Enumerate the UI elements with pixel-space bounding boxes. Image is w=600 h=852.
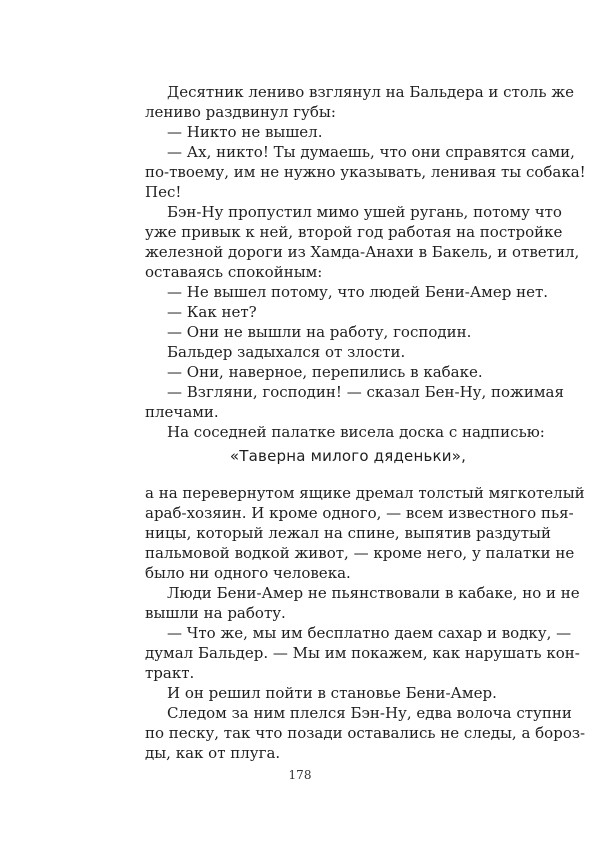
text-line: думал Бальдер. — Мы им покажем, как нарушать кон-: [145, 644, 580, 662]
page-number: 178: [288, 768, 312, 782]
text-line: — Никто не вышел.: [167, 123, 323, 141]
text-line: — Что же, мы им бесплатно даем сахар и водку, —: [167, 624, 572, 642]
text-line: Пес!: [145, 183, 182, 201]
text-line: было ни одного человека.: [145, 564, 351, 582]
text-line: а на перевернутом ящике дремал толстый мягкотелый: [145, 484, 585, 502]
text-line: ды, как от плуга.: [145, 744, 281, 762]
text-line: — Как нет?: [167, 303, 257, 321]
text-line: ницы, который лежал на спине, выпятив раздутый: [145, 524, 551, 542]
text-line: оставаясь спокойным:: [145, 263, 323, 281]
tavern-sign-text: «Таверна милого дяденьки»,: [229, 447, 467, 465]
text-line: пальмовой водкой живот, — кроме него, у палатки не: [145, 544, 575, 562]
text-line: тракт.: [145, 664, 195, 682]
text-line: — Не вышел потому, что людей Бени-Амер нет.: [167, 283, 549, 301]
text-line: араб-хозяин. И кроме одного, — всем известного пья-: [145, 504, 574, 522]
text-line: Следом за ним плелся Бэн-Ну, едва волоча ступни: [167, 704, 572, 722]
text-line: — Они не вышли на работу, господин.: [167, 323, 472, 341]
text-line: вышли на работу.: [145, 604, 286, 622]
text-line: Бальдер задыхался от злости.: [167, 343, 406, 361]
text-line: плечами.: [145, 403, 219, 421]
text-line: И он решил пойти в становье Бени-Амер.: [167, 684, 497, 702]
text-line: — Они, наверное, перепились в кабаке.: [167, 363, 483, 381]
text-line: лениво раздвинул губы:: [145, 103, 336, 121]
text-line: На соседней палатке висела доска с надписью:: [167, 423, 545, 441]
text-line: Бэн-Ну пропустил мимо ушей ругань, потому что: [167, 203, 562, 221]
text-line: по-твоему, им не нужно указывать, ленивая ты собака!: [145, 163, 586, 181]
text-line: железной дороги из Хамда-Анахи в Бакель, и ответил,: [145, 243, 580, 261]
text-line: Десятник лениво взглянул на Бальдера и столь же: [167, 83, 575, 101]
text-line: — Взгляни, господин! — сказал Бен-Ну, пожимая: [167, 383, 564, 401]
text-line: по песку, так что позади оставались не следы, а бороз-: [145, 724, 586, 742]
text-line: Люди Бени-Амер не пьянствовали в кабаке, но и не: [167, 584, 580, 602]
text-line: уже привык к ней, второй год работая на постройке: [145, 223, 563, 241]
text-line: — Ах, никто! Ты думаешь, что они справятся сами,: [167, 143, 575, 161]
